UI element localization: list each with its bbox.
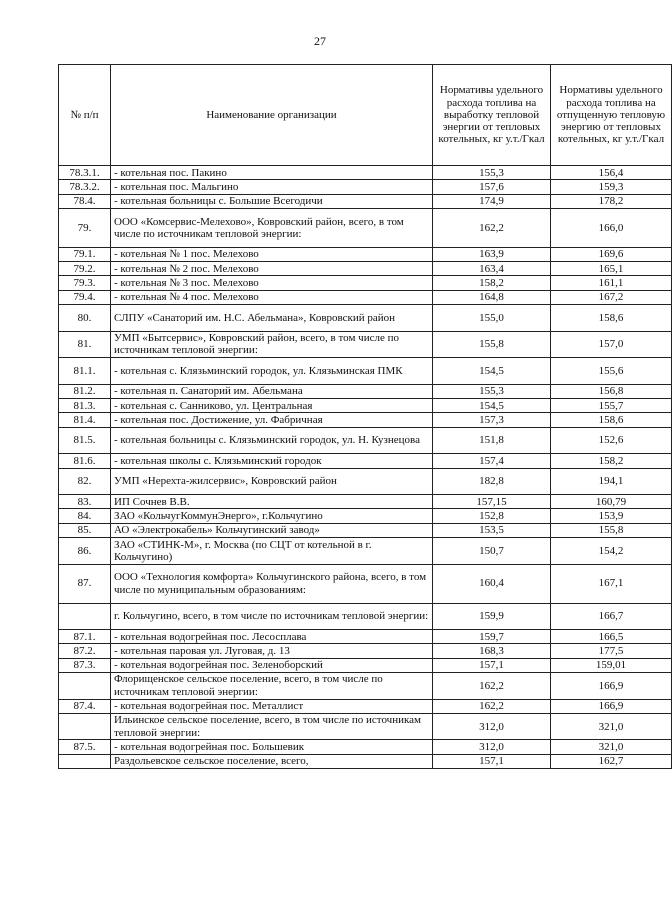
norm-supplied-value: 156,4	[551, 166, 672, 180]
norm-supplied-value: 166,7	[551, 603, 672, 630]
norm-supplied-value: 166,9	[551, 699, 672, 713]
organization-name: УМП «Бытсервис», Ковровский район, всего, в том числе по источникам тепловой энергии:	[111, 331, 433, 358]
table-row	[59, 331, 672, 358]
norm-production-value: 152,8	[433, 509, 551, 523]
norm-supplied-value: 194,1	[551, 468, 672, 495]
norm-production-value: 312,0	[433, 713, 551, 740]
table-row	[59, 754, 672, 768]
organization-name: Флорищенское сельское поселение, всего, в том числе по источникам тепловой энергии:	[111, 672, 433, 699]
organization-name: - котельная больницы с. Клязьминский городок, ул. Н. Кузнецова	[111, 427, 433, 454]
organization-name: Раздольевское сельское поселение, всего,	[111, 754, 433, 768]
table-row	[59, 564, 672, 603]
organization-name: СЛПУ «Санаторий им. Н.С. Абельмана», Ковровский район	[111, 304, 433, 331]
row-number: 81.4.	[59, 413, 111, 427]
organization-name: - котельная паровая ул. Луговая, д. 13	[111, 644, 433, 658]
organization-name: - котельная № 4 пос. Мелехово	[111, 290, 433, 304]
row-number: 82.	[59, 468, 111, 495]
norm-supplied-value: 152,6	[551, 427, 672, 454]
row-number: 85.	[59, 523, 111, 537]
norm-supplied-value: 158,6	[551, 304, 672, 331]
row-number: 78.4.	[59, 194, 111, 208]
table-row	[59, 658, 672, 672]
row-number: 87.5.	[59, 740, 111, 754]
row-number: 87.3.	[59, 658, 111, 672]
norm-supplied-value: 155,6	[551, 358, 672, 385]
organization-name: - котельная пос. Пакино	[111, 166, 433, 180]
organization-name: - котельная п. Санаторий им. Абельмана	[111, 384, 433, 398]
norm-supplied-value: 156,8	[551, 384, 672, 398]
row-number: 87.	[59, 564, 111, 603]
header-norm-supplied: Нормативы удельного расхода топлива на отпущенную тепловую энергию от тепловых котельных, кг у.т./Гкал	[551, 65, 672, 166]
organization-name: ЗАО «КольчугКоммунЭнерго», г.Кольчугино	[111, 509, 433, 523]
norm-supplied-value: 167,2	[551, 290, 672, 304]
organization-name: ЗАО «СТИНК-М», г. Москва (по СЦТ от котельной в г. Кольчугино)	[111, 538, 433, 565]
norm-supplied-value: 165,1	[551, 262, 672, 276]
organization-name: г. Кольчугино, всего, в том числе по источникам тепловой энергии:	[111, 603, 433, 630]
row-number: 81.	[59, 331, 111, 358]
norm-production-value: 157,1	[433, 658, 551, 672]
table-row	[59, 713, 672, 740]
organization-name: - котельная школы с. Клязьминский городок	[111, 454, 433, 468]
norm-production-value: 157,1	[433, 754, 551, 768]
row-number: 87.2.	[59, 644, 111, 658]
table-row	[59, 384, 672, 398]
table-row	[59, 509, 672, 523]
norm-supplied-value: 160,79	[551, 495, 672, 509]
norm-supplied-value: 321,0	[551, 740, 672, 754]
table-row	[59, 672, 672, 699]
table-row	[59, 740, 672, 754]
organization-name: - котельная водогрейная пос. Лесосплава	[111, 630, 433, 644]
row-number: 80.	[59, 304, 111, 331]
organization-name: ИП Сочнев В.В.	[111, 495, 433, 509]
norm-supplied-value: 169,6	[551, 247, 672, 261]
norm-supplied-value: 166,5	[551, 630, 672, 644]
norm-production-value: 154,5	[433, 399, 551, 413]
row-number: 86.	[59, 538, 111, 565]
row-number	[59, 713, 111, 740]
norm-supplied-value: 321,0	[551, 713, 672, 740]
row-number	[59, 603, 111, 630]
organization-name: Ильинское сельское поселение, всего, в том числе по источникам тепловой энергии:	[111, 713, 433, 740]
organization-name: ООО «Технология комфорта» Кольчугинского района, всего, в том числе по муниципальным образованиям:	[111, 564, 433, 603]
norm-production-value: 174,9	[433, 194, 551, 208]
table-row	[59, 180, 672, 194]
table-row	[59, 399, 672, 413]
table-row	[59, 427, 672, 454]
row-number: 81.2.	[59, 384, 111, 398]
table-body	[59, 166, 672, 769]
norm-production-value: 157,6	[433, 180, 551, 194]
table-row	[59, 276, 672, 290]
norm-production-value: 157,15	[433, 495, 551, 509]
norm-supplied-value: 178,2	[551, 194, 672, 208]
organization-name: - котельная № 2 пос. Мелехово	[111, 262, 433, 276]
norm-supplied-value: 166,9	[551, 672, 672, 699]
norm-supplied-value: 158,6	[551, 413, 672, 427]
table-header-row	[59, 65, 672, 166]
norm-production-value: 150,7	[433, 538, 551, 565]
norms-table	[58, 64, 672, 769]
table-row	[59, 194, 672, 208]
table-row	[59, 523, 672, 537]
row-number: 78.3.2.	[59, 180, 111, 194]
organization-name: - котельная водогрейная пос. Металлист	[111, 699, 433, 713]
table-row	[59, 304, 672, 331]
norm-production-value: 153,5	[433, 523, 551, 537]
table-row	[59, 262, 672, 276]
row-number: 83.	[59, 495, 111, 509]
norm-production-value: 157,3	[433, 413, 551, 427]
norm-supplied-value: 167,1	[551, 564, 672, 603]
row-number: 81.1.	[59, 358, 111, 385]
table-row	[59, 699, 672, 713]
row-number: 79.3.	[59, 276, 111, 290]
header-num: № п/п	[59, 65, 111, 166]
norm-supplied-value: 155,7	[551, 399, 672, 413]
table-row	[59, 468, 672, 495]
norm-supplied-value: 177,5	[551, 644, 672, 658]
norm-production-value: 160,4	[433, 564, 551, 603]
norm-production-value: 159,7	[433, 630, 551, 644]
norm-supplied-value: 159,3	[551, 180, 672, 194]
norm-production-value: 155,8	[433, 331, 551, 358]
organization-name: - котельная с. Санниково, ул. Центральная	[111, 399, 433, 413]
norm-supplied-value: 159,01	[551, 658, 672, 672]
row-number: 79.1.	[59, 247, 111, 261]
organization-name: УМП «Нерехта-жилсервис», Ковровский район	[111, 468, 433, 495]
organization-name: ООО «Комсервис-Мелехово», Ковровский район, всего, в том числе по источникам тепловой энергии:	[111, 208, 433, 247]
norm-production-value: 163,4	[433, 262, 551, 276]
norm-production-value: 163,9	[433, 247, 551, 261]
organization-name: - котельная водогрейная пос. Большевик	[111, 740, 433, 754]
norm-production-value: 154,5	[433, 358, 551, 385]
row-number: 79.	[59, 208, 111, 247]
table-row	[59, 644, 672, 658]
organization-name: - котельная с. Клязьминский городок, ул. Клязьминская ПМК	[111, 358, 433, 385]
row-number	[59, 672, 111, 699]
page-number: 27	[314, 34, 326, 48]
table-row	[59, 603, 672, 630]
norm-production-value: 159,9	[433, 603, 551, 630]
row-number: 84.	[59, 509, 111, 523]
header-name: Наименование организации	[111, 65, 433, 166]
row-number: 87.4.	[59, 699, 111, 713]
norm-supplied-value: 161,1	[551, 276, 672, 290]
table-row	[59, 413, 672, 427]
row-number: 81.3.	[59, 399, 111, 413]
organization-name: - котельная № 1 пос. Мелехово	[111, 247, 433, 261]
norm-production-value: 162,2	[433, 672, 551, 699]
norm-supplied-value: 154,2	[551, 538, 672, 565]
row-number: 79.2.	[59, 262, 111, 276]
table-row	[59, 166, 672, 180]
header-norm-production: Нормативы удельного расхода топлива на выработку тепловой энергии от тепловых котельных, кг у.т./Гкал	[433, 65, 551, 166]
norm-production-value: 155,3	[433, 384, 551, 398]
norm-supplied-value: 158,2	[551, 454, 672, 468]
norm-supplied-value: 162,7	[551, 754, 672, 768]
row-number	[59, 754, 111, 768]
table-row	[59, 208, 672, 247]
norm-production-value: 164,8	[433, 290, 551, 304]
row-number: 79.4.	[59, 290, 111, 304]
organization-name: - котельная пос. Достижение, ул. Фабричная	[111, 413, 433, 427]
norm-supplied-value: 153,9	[551, 509, 672, 523]
organization-name: АО «Электрокабель» Кольчугинский завод»	[111, 523, 433, 537]
organization-name: - котельная больницы с. Большие Всегодичи	[111, 194, 433, 208]
table-row	[59, 247, 672, 261]
norm-production-value: 162,2	[433, 208, 551, 247]
norm-supplied-value: 157,0	[551, 331, 672, 358]
organization-name: - котельная пос. Мальгино	[111, 180, 433, 194]
table-row	[59, 454, 672, 468]
table-row	[59, 538, 672, 565]
norm-supplied-value: 155,8	[551, 523, 672, 537]
row-number: 78.3.1.	[59, 166, 111, 180]
norm-production-value: 182,8	[433, 468, 551, 495]
table-row	[59, 495, 672, 509]
norm-production-value: 155,3	[433, 166, 551, 180]
norm-production-value: 162,2	[433, 699, 551, 713]
organization-name: - котельная водогрейная пос. Зеленоборский	[111, 658, 433, 672]
table-row	[59, 630, 672, 644]
row-number: 81.6.	[59, 454, 111, 468]
row-number: 81.5.	[59, 427, 111, 454]
norm-supplied-value: 166,0	[551, 208, 672, 247]
row-number: 87.1.	[59, 630, 111, 644]
organization-name: - котельная № 3 пос. Мелехово	[111, 276, 433, 290]
norm-production-value: 157,4	[433, 454, 551, 468]
norm-production-value: 168,3	[433, 644, 551, 658]
norm-production-value: 312,0	[433, 740, 551, 754]
table-row	[59, 290, 672, 304]
norm-production-value: 158,2	[433, 276, 551, 290]
norm-production-value: 151,8	[433, 427, 551, 454]
table-row	[59, 358, 672, 385]
norm-production-value: 155,0	[433, 304, 551, 331]
